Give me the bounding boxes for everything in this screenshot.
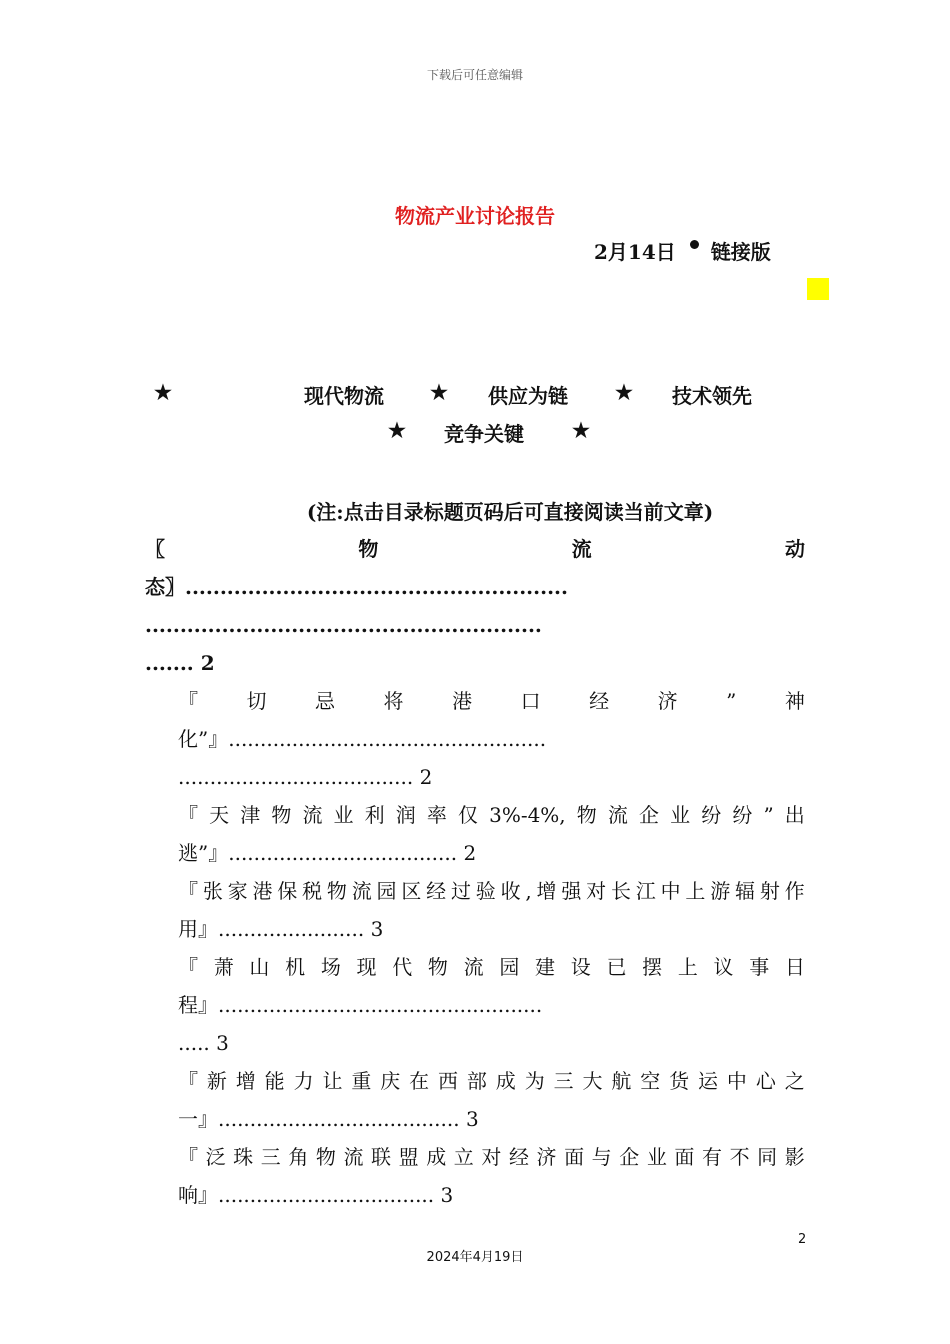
- toc-title-char: 经: [589, 689, 610, 713]
- toc-title-char: ,: [525, 879, 532, 903]
- toc-title-char: 成: [495, 1069, 516, 1093]
- toc-title-char: 上: [685, 879, 706, 903]
- toc-title-char: 重: [351, 1069, 372, 1093]
- toc-title-char: 已: [606, 955, 627, 979]
- toc-title-char: 为: [524, 1069, 545, 1093]
- toc-entry-page-link[interactable]: 逃”』.................................... 2: [178, 841, 477, 865]
- toc-title-char: 物: [358, 537, 379, 561]
- toc-title-char: 忌: [315, 689, 336, 713]
- toc-title-char: 流: [302, 803, 323, 827]
- toc-entry[interactable]: [178, 1062, 805, 1138]
- toc-title-char: 中: [726, 1069, 747, 1093]
- toc-title-char: 与: [591, 1145, 612, 1169]
- toc-title-char: 江: [635, 879, 656, 903]
- toc-title-char: 同: [757, 1145, 778, 1169]
- toc-title-char: 『: [178, 1145, 198, 1169]
- slogan-item: 技术领先: [672, 384, 752, 408]
- toc-title-char: 区: [401, 879, 422, 903]
- toc-title-char: 业: [333, 803, 354, 827]
- toc-entry-page-link[interactable]: 响』.................................. 3: [178, 1183, 454, 1207]
- toc-entry-page-link[interactable]: 程』...................................................: [178, 993, 543, 1017]
- toc-title-char: 能: [264, 1069, 285, 1093]
- toc-entry-page-link[interactable]: 用』....................... 3: [178, 917, 384, 941]
- toc-title-char: 新: [206, 1069, 227, 1093]
- toc-entry[interactable]: [178, 682, 805, 796]
- toc-section-leader[interactable]: 态〗.......................................................: [145, 575, 568, 599]
- toc-title-char: 将: [383, 689, 404, 713]
- toc-title-char: 事: [749, 955, 770, 979]
- toc-title-char: 成: [426, 1145, 447, 1169]
- toc-title-char: 射: [759, 879, 780, 903]
- toc-title-char: 流: [571, 537, 592, 561]
- edition-label: 链接版: [710, 240, 771, 264]
- toc-title-char: 张: [202, 879, 223, 903]
- toc-title-char: 3%-4%,: [489, 803, 566, 827]
- edition-line: [594, 236, 771, 265]
- toc-title-char: 庆: [380, 1069, 401, 1093]
- toc-entry-title[interactable]: [178, 682, 805, 720]
- toc-title-char: 有: [701, 1145, 722, 1169]
- toc-title-char: 税: [302, 879, 323, 903]
- toc-title-char: 货: [669, 1069, 690, 1093]
- table-of-contents: [145, 530, 805, 1214]
- toc-title-char: 〖: [145, 537, 165, 561]
- toc-title-char: 口: [520, 689, 541, 713]
- toc-title-char: 收: [500, 879, 521, 903]
- toc-title-char: 场: [320, 955, 341, 979]
- toc-title-char: 角: [288, 1145, 309, 1169]
- toc-entry-page-link[interactable]: 化”』..................................................: [178, 727, 547, 751]
- toc-title-char: 『: [178, 803, 198, 827]
- toc-title-char: 济: [536, 1145, 557, 1169]
- toc-entries: [145, 682, 805, 1214]
- toc-title-char: 之: [784, 1069, 805, 1093]
- slogan-item: 供应为链: [488, 384, 568, 408]
- document-title: 物流产业讨论报告: [395, 204, 555, 228]
- toc-title-char: 流: [607, 803, 628, 827]
- toc-title-char: 议: [713, 955, 734, 979]
- toc-title-char: 天: [209, 803, 230, 827]
- bullet-dot-icon: [690, 240, 699, 249]
- toc-title-char: 『: [178, 955, 198, 979]
- toc-title-char: 联: [371, 1145, 392, 1169]
- toc-title-char: 经: [508, 1145, 529, 1169]
- star-icon: ★: [572, 418, 590, 442]
- toc-title-char: 三: [553, 1069, 574, 1093]
- toc-title-char: 保: [277, 879, 298, 903]
- toc-entry[interactable]: [178, 872, 805, 948]
- slogan-item: 竞争关键: [444, 422, 524, 446]
- toc-entry[interactable]: [178, 948, 805, 1062]
- toc-entry[interactable]: [178, 796, 805, 872]
- toc-title-char: 流: [463, 955, 484, 979]
- toc-title-char: 航: [611, 1069, 632, 1093]
- toc-entry-title[interactable]: [178, 872, 805, 910]
- toc-title-char: 切: [246, 689, 267, 713]
- toc-title-char: 物: [315, 1145, 336, 1169]
- toc-title-char: 长: [610, 879, 631, 903]
- toc-title-char: ”: [763, 803, 774, 827]
- toc-title-char: 让: [322, 1069, 343, 1093]
- toc-entry-page-link[interactable]: ..... 3: [178, 1031, 229, 1055]
- toc-entry-page-link[interactable]: ..................................... 2: [178, 765, 433, 789]
- toc-title-char: 对: [481, 1145, 502, 1169]
- toc-title-char: 设: [570, 955, 591, 979]
- toc-entry-title[interactable]: [178, 1138, 805, 1176]
- star-icon: ★: [430, 380, 448, 404]
- toc-title-char: 企: [619, 1145, 640, 1169]
- toc-title-char: 山: [249, 955, 270, 979]
- toc-note: (注:点击目录标题页码后可直接阅读当前文章): [306, 500, 714, 524]
- toc-title-char: ”: [726, 689, 737, 713]
- page-footer-date: 2024年4月19日: [426, 1250, 524, 1265]
- toc-title-char: 作: [784, 879, 805, 903]
- toc-entry[interactable]: [178, 1138, 805, 1214]
- toc-title-char: 游: [710, 879, 731, 903]
- toc-title-char: 利: [364, 803, 385, 827]
- toc-title-char: 面: [674, 1145, 695, 1169]
- toc-title-char: 流: [351, 879, 372, 903]
- toc-title-char: 力: [293, 1069, 314, 1093]
- toc-title-char: 港: [452, 689, 473, 713]
- toc-title-char: 现: [356, 955, 377, 979]
- page-header: 下载后可任意编辑: [426, 68, 523, 82]
- toc-title-char: 验: [475, 879, 496, 903]
- toc-title-char: 园: [499, 955, 520, 979]
- toc-title-char: 日: [784, 955, 805, 979]
- toc-entry-title[interactable]: [178, 796, 805, 834]
- highlight-marker: [807, 278, 829, 300]
- toc-section-leader[interactable]: .........................................................: [145, 613, 542, 637]
- toc-title-char: 津: [240, 803, 261, 827]
- toc-title-char: 部: [466, 1069, 487, 1093]
- toc-entry-title[interactable]: [178, 1062, 805, 1100]
- toc-title-char: 不: [729, 1145, 750, 1169]
- toc-title-char: 企: [639, 803, 659, 827]
- toc-title-char: 立: [453, 1145, 474, 1169]
- toc-title-char: 增: [536, 879, 557, 903]
- toc-title-char: 纷: [732, 803, 753, 827]
- toc-title-char: 物: [576, 803, 597, 827]
- toc-title-char: 大: [582, 1069, 603, 1093]
- toc-title-char: 珠: [233, 1145, 254, 1169]
- toc-title-char: 家: [227, 879, 248, 903]
- slogan-item: 现代物流: [304, 384, 384, 408]
- toc-title-char: 西: [438, 1069, 459, 1093]
- toc-title-char: 业: [646, 1145, 667, 1169]
- toc-title-char: 泛: [205, 1145, 226, 1169]
- toc-title-char: 上: [677, 955, 698, 979]
- toc-title-char: 纷: [701, 803, 722, 827]
- toc-title-char: 心: [755, 1069, 776, 1093]
- toc-title-char: 润: [395, 803, 416, 827]
- toc-title-char: 神: [784, 689, 805, 713]
- toc-title-char: 出: [784, 803, 805, 827]
- toc-entry-page-link[interactable]: 一』...................................... 3: [178, 1107, 479, 1131]
- toc-title-char: 代: [392, 955, 413, 979]
- toc-title-char: 『: [178, 879, 198, 903]
- star-icon: ★: [388, 418, 406, 442]
- toc-title-char: 济: [657, 689, 678, 713]
- toc-title-char: 中: [660, 879, 681, 903]
- toc-title-char: 物: [326, 879, 347, 903]
- star-icon: ★: [615, 380, 633, 404]
- toc-title-char: 机: [285, 955, 306, 979]
- toc-section-page-link[interactable]: ....... 2: [145, 651, 215, 675]
- toc-title-char: 摆: [642, 955, 663, 979]
- toc-title-char: 运: [698, 1069, 719, 1093]
- toc-section[interactable]: [145, 530, 805, 682]
- toc-title-char: 仅: [457, 803, 478, 827]
- toc-title-char: 物: [271, 803, 292, 827]
- toc-title-char: 萧: [213, 955, 234, 979]
- toc-title-char: 增: [235, 1069, 256, 1093]
- toc-title-char: 强: [561, 879, 582, 903]
- toc-title-char: 盟: [398, 1145, 419, 1169]
- toc-title-char: 动: [784, 537, 805, 561]
- toc-title-char: 流: [343, 1145, 364, 1169]
- toc-title-char: 在: [409, 1069, 430, 1093]
- toc-section-title[interactable]: [145, 530, 805, 568]
- toc-title-char: 业: [670, 803, 691, 827]
- toc-title-char: 空: [640, 1069, 661, 1093]
- toc-title-char: 『: [178, 1069, 198, 1093]
- toc-title-char: 率: [426, 803, 447, 827]
- toc-title-char: 对: [586, 879, 607, 903]
- toc-title-char: 港: [252, 879, 273, 903]
- toc-title-char: 园: [376, 879, 397, 903]
- toc-title-char: 经: [426, 879, 447, 903]
- toc-title-char: 辐: [735, 879, 756, 903]
- toc-title-char: 建: [535, 955, 556, 979]
- toc-title-char: 物: [427, 955, 448, 979]
- toc-title-char: 面: [564, 1145, 585, 1169]
- star-icon: ★: [154, 380, 172, 404]
- toc-entry-title[interactable]: [178, 948, 805, 986]
- page-number: 2: [798, 1232, 807, 1247]
- toc-title-char: 影: [784, 1145, 805, 1169]
- edition-date: 2月14日: [594, 240, 676, 264]
- toc-title-char: 过: [450, 879, 471, 903]
- toc-title-char: 三: [260, 1145, 281, 1169]
- toc-title-char: 『: [178, 689, 198, 713]
